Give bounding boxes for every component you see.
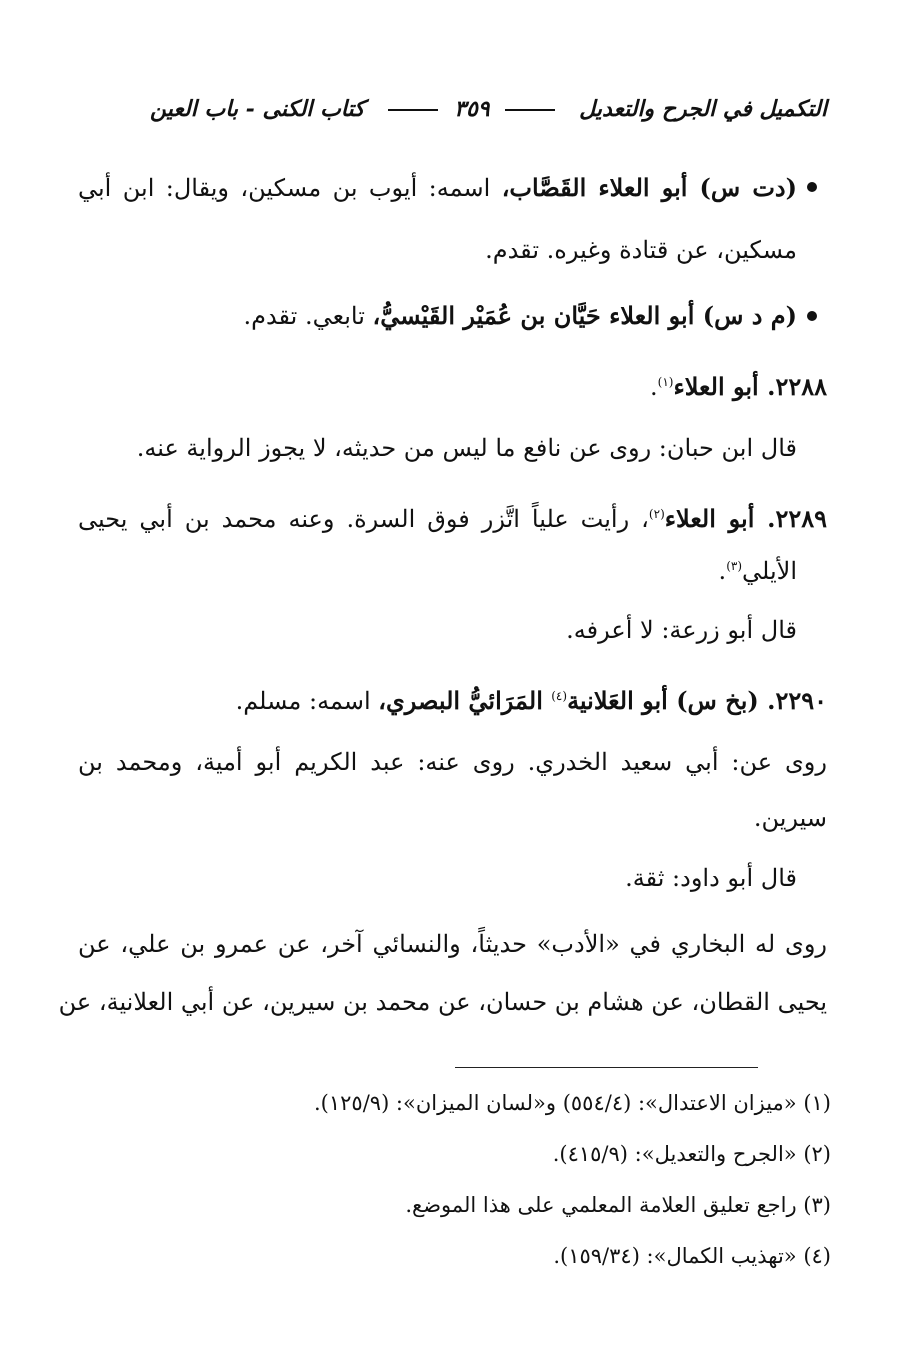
entry-line: قال أبو زرعة: لا أعرفه. — [566, 616, 797, 644]
running-header — [150, 96, 827, 122]
entry-nisba: المَرَائيُّ البصري، — [378, 686, 552, 715]
entry-line — [78, 494, 827, 534]
entry-line: قال ابن حبان: روى عن نافع ما ليس من حديثه، لا يجوز الرواية عنه. — [136, 434, 797, 462]
footnote-separator — [455, 1067, 758, 1068]
entry-text: اسمه: مسلم. — [235, 687, 379, 715]
entry-heading-line — [78, 362, 827, 402]
footnote: (٢) «الجرح والتعديل»: (٤١٥/٩). — [552, 1142, 831, 1166]
entry-line: روى له البخاري في «الأدب» حديثاً، والنسائي آخر، عن عمرو بن علي، عن — [78, 930, 827, 958]
entry-line: يحيى القطان، عن هشام بن حسان، عن محمد بن سيرين، عن أبي العلانية، عن — [58, 988, 827, 1016]
entry-line: سيرين. — [753, 804, 827, 832]
entry-line: قال أبو داود: ثقة. — [625, 864, 797, 892]
header-chapter-title: كتاب الكنى - باب العين — [150, 96, 365, 122]
entry-punct: . — [718, 557, 727, 585]
entry-text: اسمه: أيوب بن مسكين، ويقال: ابن أبي — [78, 174, 491, 202]
entry-line: روى عن: أبي سعيد الخدري. روى عنه: عبد الكريم أبو أمية، ومحمد بن — [78, 748, 827, 776]
entry-text: تابعي. تقدم. — [243, 302, 365, 330]
entry-line — [78, 296, 797, 336]
footnote: (١) «ميزان الاعتدال»: (٥٥٤/٤) و«لسان الميزان»: (١٢٥/٩). — [313, 1091, 831, 1115]
entry-heading: (م د س) أبو العلاء حَيَّان بن عُمَيْر القَيْسيُّ، — [372, 301, 797, 330]
entry-number-title: ٢٢٨٩. أبو العلاء — [664, 504, 827, 533]
footnote-ref: (٣) — [726, 559, 743, 573]
bullet-icon — [807, 311, 817, 321]
footnote-ref: (١) — [657, 375, 674, 389]
entry-punct: . — [649, 373, 658, 401]
footnote: (٤) «تهذيب الكمال»: (١٥٩/٣٤). — [553, 1244, 831, 1268]
header-page-number: ٣٥٩ — [454, 96, 490, 122]
entry-number-title: ٢٢٨٨. أبو العلاء — [673, 372, 827, 401]
entry-line — [78, 546, 797, 586]
header-dash — [505, 109, 555, 111]
header-book-title: التكميل في الجرح والتعديل — [579, 96, 827, 122]
entry-heading-line — [78, 676, 827, 716]
entry-text: ، رأيت علياً اتَّزر فوق السرة. وعنه محمد بن أبي يحيى — [78, 505, 649, 533]
entry-number-title: ٢٢٩٠. (بخ س) أبو العَلانية — [567, 686, 827, 715]
entry-line: مسكين، عن قتادة وغيره. تقدم. — [485, 236, 797, 264]
entry-heading: (دت س) أبو العلاء القَصَّاب، — [501, 173, 797, 202]
footnote-ref: (٢) — [648, 507, 665, 521]
entry-text: الأيلي — [742, 557, 797, 585]
entry-line — [78, 168, 797, 208]
header-dash — [388, 109, 438, 111]
header-page-number-group — [380, 96, 563, 122]
footnote: (٣) راجع تعليق العلامة المعلمي على هذا الموضع. — [405, 1193, 831, 1217]
footnote-ref: (٤) — [551, 689, 568, 703]
bullet-icon — [807, 182, 817, 192]
